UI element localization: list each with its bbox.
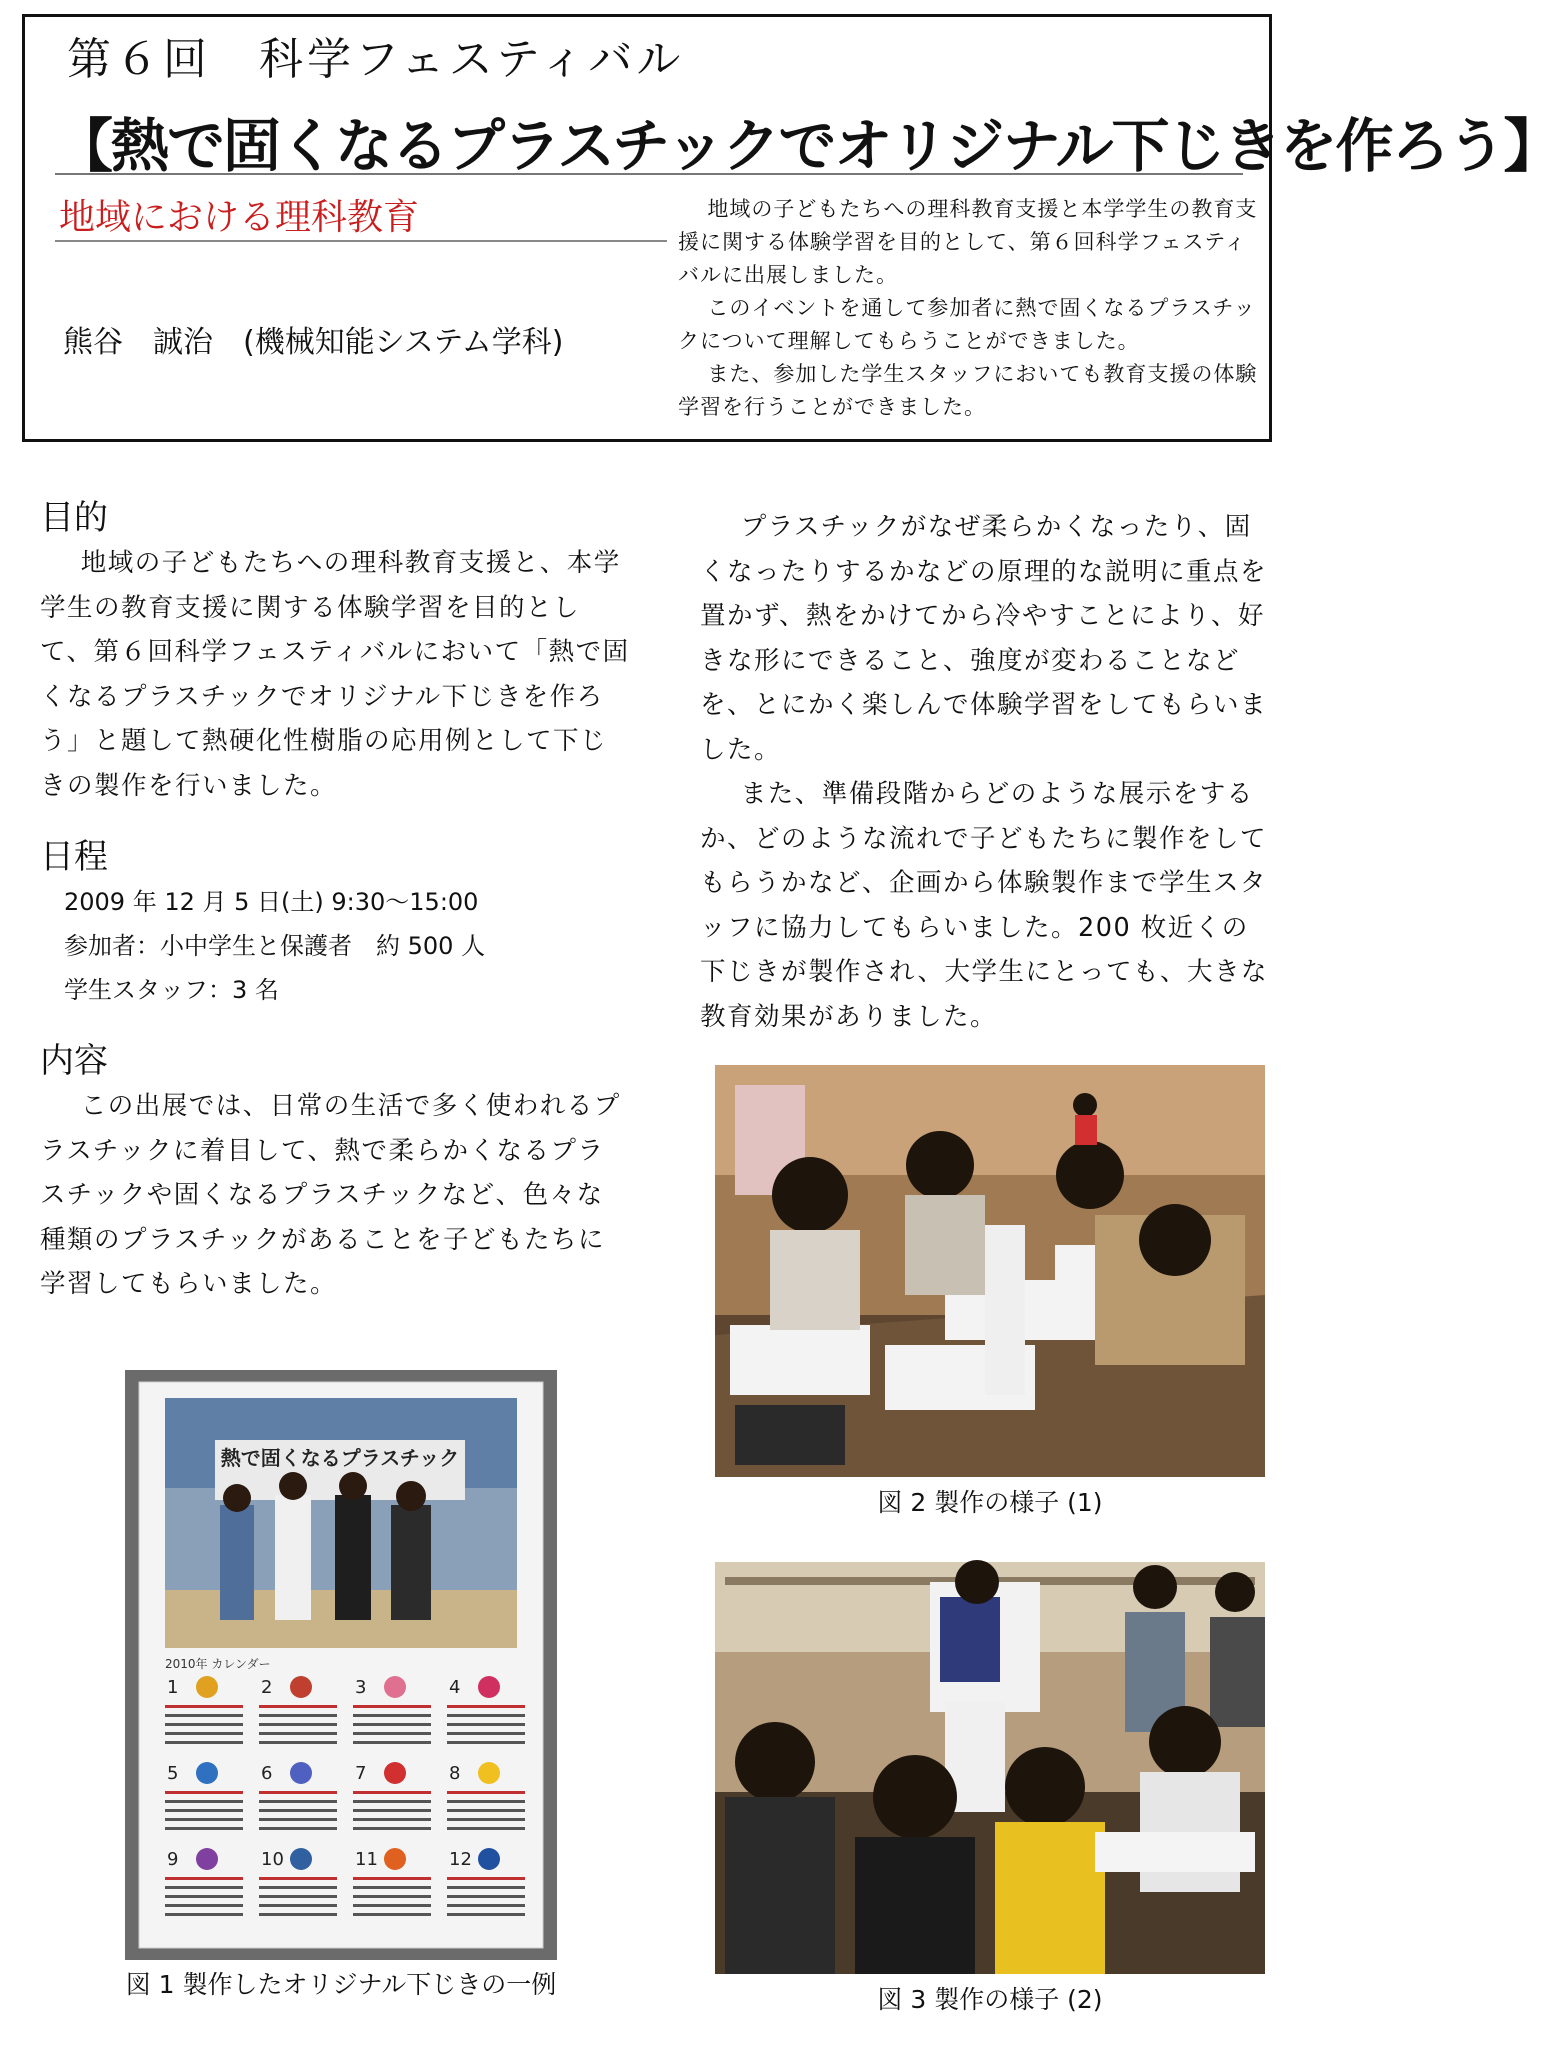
calendar-week-row <box>165 1723 243 1726</box>
figure-3-photo <box>715 1562 1265 1974</box>
calendar-month-label: 4 <box>449 1677 461 1698</box>
purpose-text: 地域の子どもたちへの理科教育支援と、本学学生の教育支援に関する体験学習を目的として、第６回科学フェスティバルにおいて「熱で固くなるプラスチックでオリジナル下じきを作ろう」と題して熱硬化性樹脂の応用例として下じきの製作を行いました。 <box>40 548 630 801</box>
calendar-month-label: 9 <box>167 1849 179 1870</box>
calendar-week-row <box>353 1913 431 1916</box>
calendar-week-row <box>447 1705 525 1708</box>
calendar-week-row <box>353 1800 431 1803</box>
calendar-week-row <box>353 1732 431 1735</box>
calendar-week-row <box>259 1877 337 1880</box>
calendar-month-icon <box>478 1676 500 1698</box>
festival-title: 第６回 科学フェスティバル <box>67 34 685 85</box>
purpose-heading: 目的 <box>40 498 108 538</box>
calendar-month-icon <box>290 1676 312 1698</box>
schedule-staff: 学生スタッフ：3 名 <box>64 976 279 1004</box>
calendar-week-row <box>447 1741 525 1744</box>
schedule-heading: 日程 <box>40 837 108 877</box>
figure-1-photo <box>125 1370 557 1960</box>
calendar-week-row <box>259 1714 337 1717</box>
calendar-week-row <box>447 1895 525 1898</box>
calendar-week-row <box>447 1800 525 1803</box>
calendar-month-icon <box>290 1848 312 1870</box>
calendar-week-row <box>165 1705 243 1708</box>
calendar-week-row <box>165 1732 243 1735</box>
calendar-week-row <box>165 1809 243 1812</box>
calendar-month-icon <box>196 1762 218 1784</box>
figure-2-photo <box>715 1065 1265 1477</box>
main-title: 【熱で固くなるプラスチックでオリジナル下じきを作ろう】 <box>55 112 1559 180</box>
calendar-week-row <box>353 1895 431 1898</box>
calendar-week-row <box>259 1818 337 1821</box>
calendar-week-row <box>165 1741 243 1744</box>
figure-3-caption: 図 3 製作の様子 (2) <box>877 1985 1103 2014</box>
calendar-week-row <box>353 1723 431 1726</box>
calendar-week-row <box>259 1809 337 1812</box>
figure-2-caption: 図 2 製作の様子 (1) <box>877 1488 1103 1517</box>
calendar-week-row <box>259 1705 337 1708</box>
calendar-week-row <box>165 1791 243 1794</box>
right-paragraph-2: また、準備段階からどのような展示をするか、どのような流れで子どもたちに製作をしてもらうかなど、企画から体験製作まで学生スタッフに協力してもらいました。200 枚近くの下じきが製作され、大学生にとっても、大きな教育効果がありました。 <box>700 779 1269 1032</box>
calendar-month-icon <box>384 1676 406 1698</box>
calendar-week-row <box>447 1791 525 1794</box>
schedule-date: 2009 年 12 月 5 日(土) 9:30～15:00 <box>64 888 479 916</box>
calendar-month-label: 1 <box>167 1677 179 1698</box>
calendar-week-row <box>165 1904 243 1907</box>
calendar-month-icon <box>290 1762 312 1784</box>
calendar-month-label: 3 <box>355 1677 367 1698</box>
figure-1-banner: 熱で固くなるプラスチック <box>220 1446 460 1470</box>
abstract-paragraph-2: このイベントを通して参加者に熱で固くなるプラスチックについて理解してもらうことができました。 <box>678 296 1256 353</box>
calendar-week-row <box>447 1827 525 1830</box>
calendar-week-row <box>259 1741 337 1744</box>
calendar-month-icon <box>478 1848 500 1870</box>
calendar-month-label: 7 <box>355 1763 367 1784</box>
author-name: 熊谷 誠治 (機械知能システム学科) <box>63 325 564 360</box>
abstract-paragraph-3: また、参加した学生スタッフにおいても教育支援の体験学習を行うことができました。 <box>678 362 1258 419</box>
calendar-week-row <box>353 1904 431 1907</box>
calendar-month-label: 11 <box>355 1849 378 1870</box>
right-paragraph-1: プラスチックがなぜ柔らかくなったり、固くなったりするかなどの原理的な説明に重点を置かず、熱をかけてから冷やすことにより、好きな形にできること、強度が変わることなどを、とにかく楽しんで体験学習をしてもらいました。 <box>700 512 1268 765</box>
calendar-week-row <box>259 1895 337 1898</box>
calendar-week-row <box>259 1791 337 1794</box>
calendar-month-label: 5 <box>167 1763 179 1784</box>
calendar-week-row <box>165 1913 243 1916</box>
abstract <box>678 193 1268 424</box>
calendar-month-icon <box>196 1676 218 1698</box>
calendar-week-row <box>259 1913 337 1916</box>
figure-2-image <box>715 1065 1265 1477</box>
calendar-week-row <box>165 1877 243 1880</box>
calendar-month-icon <box>384 1762 406 1784</box>
calendar-week-row <box>447 1877 525 1880</box>
header-box <box>22 14 1559 442</box>
calendar-month-icon <box>384 1848 406 1870</box>
calendar-week-row <box>165 1886 243 1889</box>
calendar-week-row <box>353 1791 431 1794</box>
content-heading: 内容 <box>40 1041 108 1081</box>
calendar-week-row <box>447 1913 525 1916</box>
calendar-week-row <box>353 1827 431 1830</box>
calendar-week-row <box>165 1895 243 1898</box>
calendar-week-row <box>353 1741 431 1744</box>
right-column <box>700 505 1270 1039</box>
figure-1-image <box>125 1370 557 1960</box>
calendar-week-row <box>165 1714 243 1717</box>
calendar-week-row <box>165 1827 243 1830</box>
calendar-week-row <box>259 1732 337 1735</box>
calendar-week-row <box>259 1800 337 1803</box>
theme-label: 地域における理科教育 <box>59 197 420 238</box>
calendar-week-row <box>447 1904 525 1907</box>
calendar-week-row <box>259 1827 337 1830</box>
theme-divider <box>55 240 667 242</box>
calendar-week-row <box>447 1818 525 1821</box>
calendar-week-row <box>353 1818 431 1821</box>
calendar-week-row <box>447 1732 525 1735</box>
calendar-week-row <box>447 1809 525 1812</box>
left-column <box>40 495 630 1307</box>
calendar-month-label: 12 <box>449 1849 472 1870</box>
calendar-title: 2010年 カレンダー <box>165 1657 271 1671</box>
calendar-week-row <box>353 1714 431 1717</box>
calendar-week-row <box>447 1886 525 1889</box>
abstract-paragraph-1: 地域の子どもたちへの理科教育支援と本学学生の教育支援に関する体験学習を目的として、第６回科学フェスティバルに出展しました。 <box>678 197 1258 287</box>
calendar-week-row <box>259 1723 337 1726</box>
calendar-week-row <box>259 1904 337 1907</box>
calendar-month-label: 6 <box>261 1763 273 1784</box>
calendar-month-label: 10 <box>261 1849 284 1870</box>
title-divider <box>55 173 1243 175</box>
calendar-week-row <box>447 1723 525 1726</box>
calendar-week-row <box>165 1818 243 1821</box>
calendar-month-icon <box>196 1848 218 1870</box>
calendar-week-row <box>353 1809 431 1812</box>
calendar-week-row <box>353 1886 431 1889</box>
calendar-week-row <box>165 1800 243 1803</box>
figure-1-caption: 図 1 製作したオリジナル下じきの一例 <box>125 1970 557 1999</box>
figure-3-image <box>715 1562 1265 1974</box>
calendar-month-label: 2 <box>261 1677 273 1698</box>
calendar-month-icon <box>478 1762 500 1784</box>
content-text: この出展では、日常の生活で多く使われるプラスチックに着目して、熱で柔らかくなるプラスチックや固くなるプラスチックなど、色々な種類のプラスチックがあることを子どもたちに学習してもらいました。 <box>40 1091 621 1299</box>
calendar-week-row <box>353 1877 431 1880</box>
schedule-participants: 参加者：小中学生と保護者 約 500 人 <box>64 932 486 960</box>
calendar-week-row <box>353 1705 431 1708</box>
calendar-week-row <box>259 1886 337 1889</box>
calendar-month-label: 8 <box>449 1763 461 1784</box>
calendar-week-row <box>447 1714 525 1717</box>
